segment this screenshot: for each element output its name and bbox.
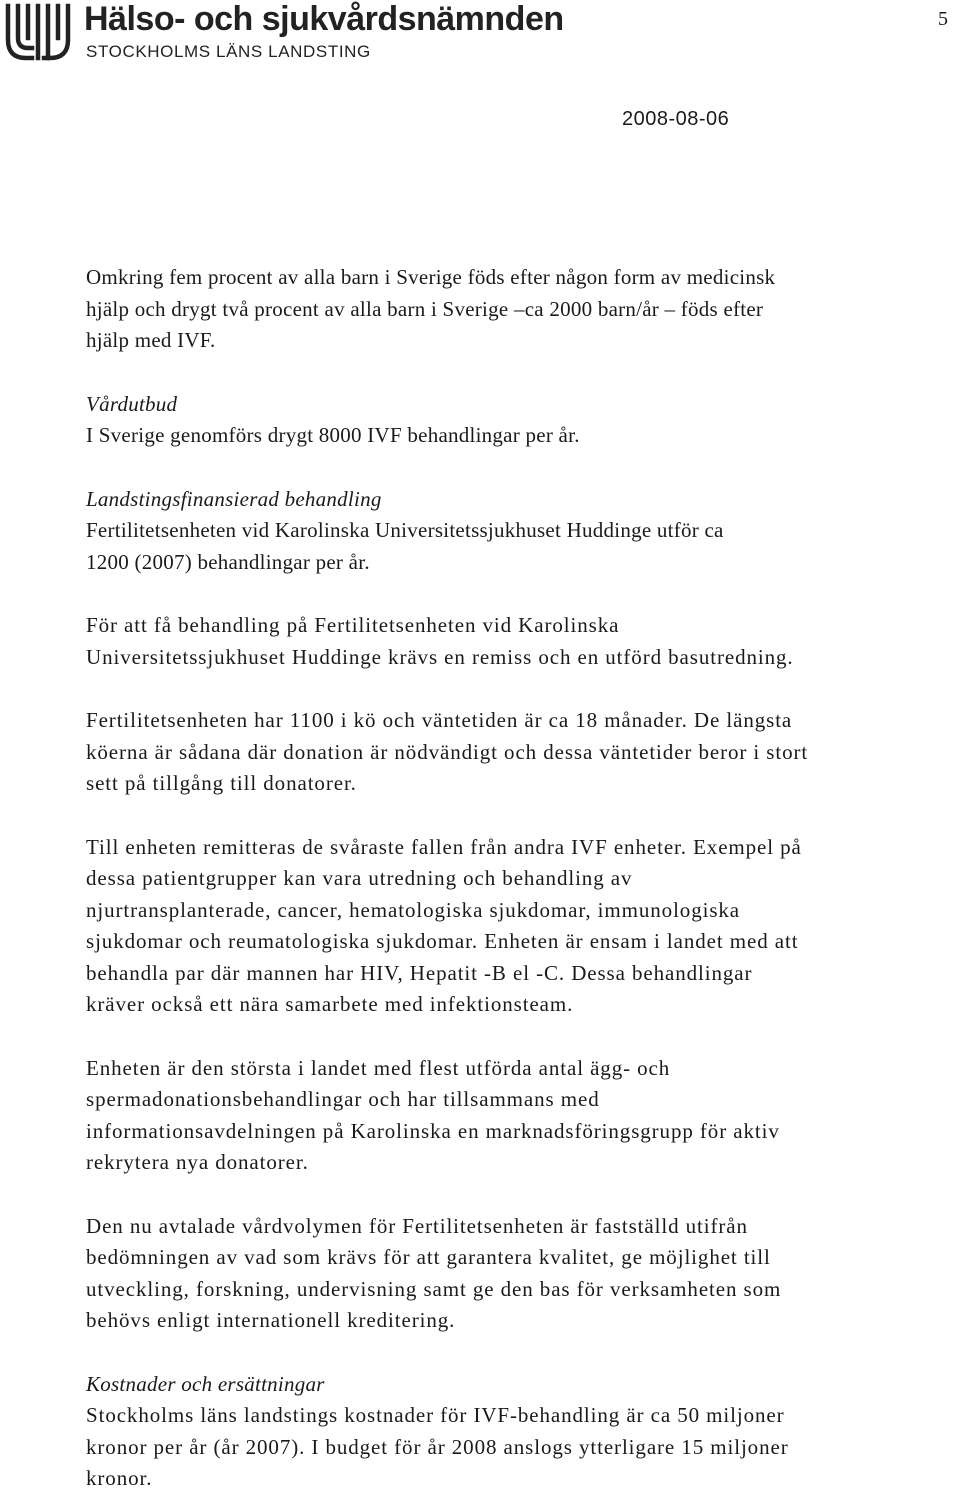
page-number: 5: [938, 8, 948, 30]
intro-paragraph: Omkring fem procent av alla barn i Sverige föds efter någon form av medicinsk hjälp och drygt två procent av alla barn i Sverige –ca 2000 barn/år – föds efter hjälp med IVF.: [86, 265, 776, 352]
paragraph-remitteras: Till enheten remitteras de svåraste fallen från andra IVF enheter. Exempel på dessa patientgrupper kan vara utredning och behandling av njurtransplanterade, cancer, hematologiska sjukdomar, immunologiska sjukdomar och reumatologiska sjukdomar. Enheten är ensam i landet med att behandla par där mannen har HIV, Hepatit -B el -C. Dessa behandlingar kräver också ett nära samarbete med infektionsteam.: [86, 834, 802, 1016]
heading-landstingsfinansierad: Landstingsfinansierad behandling: [86, 486, 382, 511]
paragraph-landstingsfinansierad: Fertilitetsenheten vid Karolinska Universitetssjukhuset Huddinge utför ca 1200 (2007) behandlingar per år.: [86, 518, 724, 574]
paragraph-kostnader: Stockholms läns landstings kostnader för IVF-behandling är ca 50 miljoner kronor per år (år 2007). I budget för år 2008 anslogs ytterligare 15 miljoner kronor.: [86, 1403, 789, 1490]
paragraph-storsta: Enheten är den största i landet med flest utförda antal ägg- och spermadonationsbehandlingar och har tillsammans med informationsavdelningen på Karolinska en marknadsföringsgrupp för aktiv rekrytera nya donatorer.: [86, 1055, 780, 1174]
paragraph-remiss: För att få behandling på Fertilitetsenheten vid Karolinska Universitetssjukhuset Huddinge krävs en remiss och en utförd basutredning.: [86, 613, 794, 669]
paragraph-vardutbud: I Sverige genomförs drygt 8000 IVF behandlingar per år.: [86, 423, 580, 447]
org-subtitle: STOCKHOLMS LÄNS LANDSTING: [86, 42, 371, 61]
paragraph-ko: Fertilitetsenheten har 1100 i kö och väntetiden är ca 18 månader. De längsta köerna är sådana där donation är nödvändigt och dessa väntetider beror i stort sett på tillgång till donatorer.: [86, 708, 809, 795]
document-body: [86, 262, 958, 1495]
heading-kostnader: Kostnader och ersättningar: [86, 1371, 325, 1396]
document-date: 2008-08-06: [622, 108, 730, 130]
org-name: Hälso- och sjukvårdsnämnden: [84, 0, 564, 38]
organization-logo: [4, 2, 604, 64]
landsting-logo-icon: [4, 2, 78, 64]
heading-vardutbud: Vårdutbud: [86, 391, 178, 416]
paragraph-avtalade: Den nu avtalade vårdvolymen för Fertilitetsenheten är fastställd utifrån bedömningen av vad som krävs för att garantera kvalitet, ge möjlighet till utveckling, forskning, undervisning samt ge den bas för verksamheten som behövs enligt internationell kreditering.: [86, 1213, 782, 1332]
